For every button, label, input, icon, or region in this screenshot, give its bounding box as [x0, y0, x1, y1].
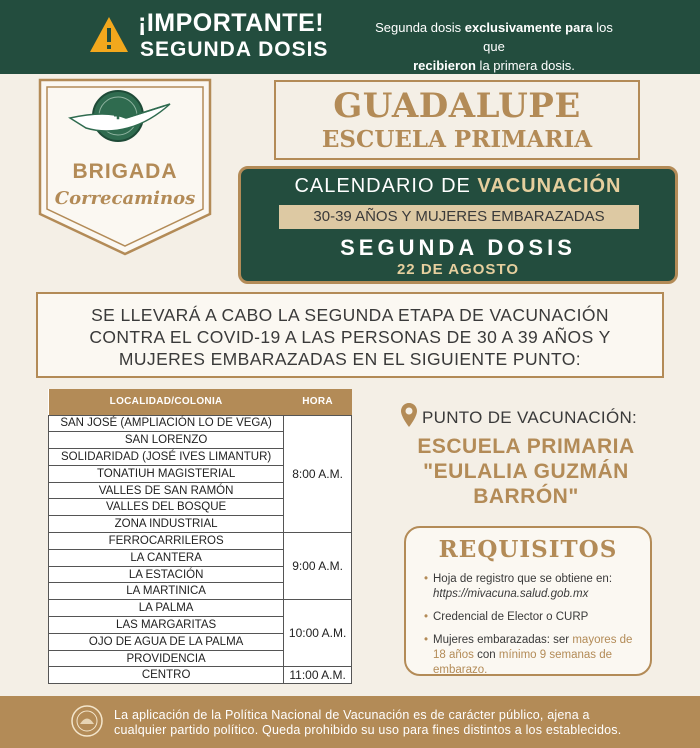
- notice-line3: MUJERES EMBARAZADAS EN EL SIGUIENTE PUNTO:: [118, 349, 582, 369]
- segunda-dosis-heading: SEGUNDA DOSIS: [140, 38, 329, 61]
- dose-label: SEGUNDA DOSIS: [340, 235, 576, 260]
- schedule-table: [48, 389, 352, 684]
- list-item: [424, 572, 648, 602]
- locality-cell: LA MARTINICA: [49, 583, 284, 600]
- title-guadalupe: GUADALUPE: [333, 86, 581, 126]
- top-note-part3: la primera dosis.: [475, 58, 575, 73]
- requisitos-title: REQUISITOS: [438, 536, 618, 563]
- top-note-bold2: recibieron: [413, 58, 476, 73]
- req-item1-text: Hoja de registro que se obtiene en:: [433, 573, 613, 585]
- title-escuela: ESCUELA PRIMARIA: [321, 126, 593, 153]
- punto-label: PUNTO DE VACUNACIÓN:: [422, 408, 638, 427]
- top-banner: [0, 0, 700, 74]
- registration-link[interactable]: https://mivacuna.salud.gob.mx: [433, 588, 589, 600]
- req-item3-text: Mujeres embarazadas: ser: [433, 634, 573, 646]
- important-heading: ¡IMPORTANTE!: [138, 9, 325, 37]
- calendar-title-highlight: VACUNACIÓN: [477, 175, 622, 197]
- notice-line1: SE LLEVARÁ A CABO LA SEGUNDA ETAPA DE VACUNACIÓN: [91, 305, 609, 325]
- locality-cell: FERROCARRILEROS: [49, 533, 284, 550]
- top-note-part1: Segunda dosis: [375, 20, 465, 35]
- req-item3-highlight2: mínimo 9 semanas de embarazo.: [433, 649, 613, 676]
- hour-cell: 8:00 A.M.: [284, 415, 352, 533]
- punto-name: [400, 434, 652, 509]
- date-label: 22 DE AGOSTO: [396, 261, 520, 278]
- brigada-label: BRIGADA: [72, 160, 178, 183]
- req-item3-highlight1: mayores de 18 años: [433, 634, 633, 661]
- calendar-box: [238, 166, 678, 284]
- punto-name-line2: "EULALIA GUZMÁN: [423, 460, 629, 483]
- locality-cell: LAS MARGARITAS: [49, 617, 284, 634]
- locality-cell: VALLES DEL BOSQUE: [49, 499, 284, 516]
- locality-cell: LA ESTACIÓN: [49, 566, 284, 583]
- locality-cell: CENTRO: [49, 667, 284, 684]
- age-band: 30-39 AÑOS Y MUJERES EMBARAZADAS: [279, 205, 639, 229]
- col-localidad: LOCALIDAD/COLONIA: [49, 389, 284, 415]
- calendar-title-prefix: CALENDARIO DE: [294, 175, 478, 197]
- col-hora: HORA: [284, 389, 352, 415]
- locality-cell: SAN LORENZO: [49, 432, 284, 449]
- req-item2-text: Credencial de Elector o CURP: [433, 611, 589, 623]
- top-note: [364, 18, 624, 75]
- hour-cell: 10:00 A.M.: [284, 600, 352, 667]
- locality-cell: VALLES DE SAN RAMÓN: [49, 482, 284, 499]
- locality-cell: OJO DE AGUA DE LA PALMA: [49, 633, 284, 650]
- list-item: [424, 610, 648, 625]
- government-seal-icon: [70, 704, 104, 738]
- warning-icon: [88, 14, 130, 56]
- hour-cell: 9:00 A.M.: [284, 533, 352, 600]
- punto-name-line1: ESCUELA PRIMARIA: [417, 435, 635, 458]
- locality-cell: LA CANTERA: [49, 549, 284, 566]
- roadrunner-logo-icon: [66, 88, 176, 152]
- punto-name-line3: BARRÓN": [473, 485, 579, 508]
- table-row: [49, 415, 352, 432]
- top-note-part2: los que: [483, 20, 613, 54]
- list-item: [424, 633, 648, 678]
- school-title-box: [274, 80, 640, 160]
- table-row: [49, 533, 352, 550]
- footer-line2: cualquier partido político. Queda prohibido su uso para fines distintos a los establecidos.: [114, 723, 622, 737]
- locality-cell: TONATIUH MAGISTERIAL: [49, 465, 284, 482]
- correcaminos-label: Correcaminos: [54, 188, 196, 209]
- location-pin-icon: [400, 402, 418, 428]
- requisitos-box: [404, 526, 652, 676]
- table-header-row: [49, 389, 352, 415]
- footer-line1: La aplicación de la Política Nacional de Vacunación es de carácter público, ajena a: [114, 708, 590, 722]
- table-row: [49, 600, 352, 617]
- notice-line2: CONTRA EL COVID-19 A LAS PERSONAS DE 30 A 39 AÑOS Y: [89, 327, 611, 347]
- req-item3-mid: con: [473, 649, 499, 661]
- calendar-title: [241, 175, 675, 198]
- hour-cell: 11:00 A.M.: [284, 667, 352, 684]
- top-note-bold1: exclusivamente para: [464, 20, 593, 35]
- notice-box: [36, 292, 664, 378]
- locality-cell: ZONA INDUSTRIAL: [49, 516, 284, 533]
- locality-cell: LA PALMA: [49, 600, 284, 617]
- locality-cell: SAN JOSÉ (AMPLIACIÓN LO DE VEGA): [49, 415, 284, 432]
- footer-text: [114, 708, 674, 738]
- table-row: [49, 667, 352, 684]
- requisitos-list: [424, 572, 648, 686]
- locality-cell: SOLIDARIDAD (JOSÉ IVES LIMANTUR): [49, 449, 284, 466]
- locality-cell: PROVIDENCIA: [49, 650, 284, 667]
- footer: [0, 696, 700, 748]
